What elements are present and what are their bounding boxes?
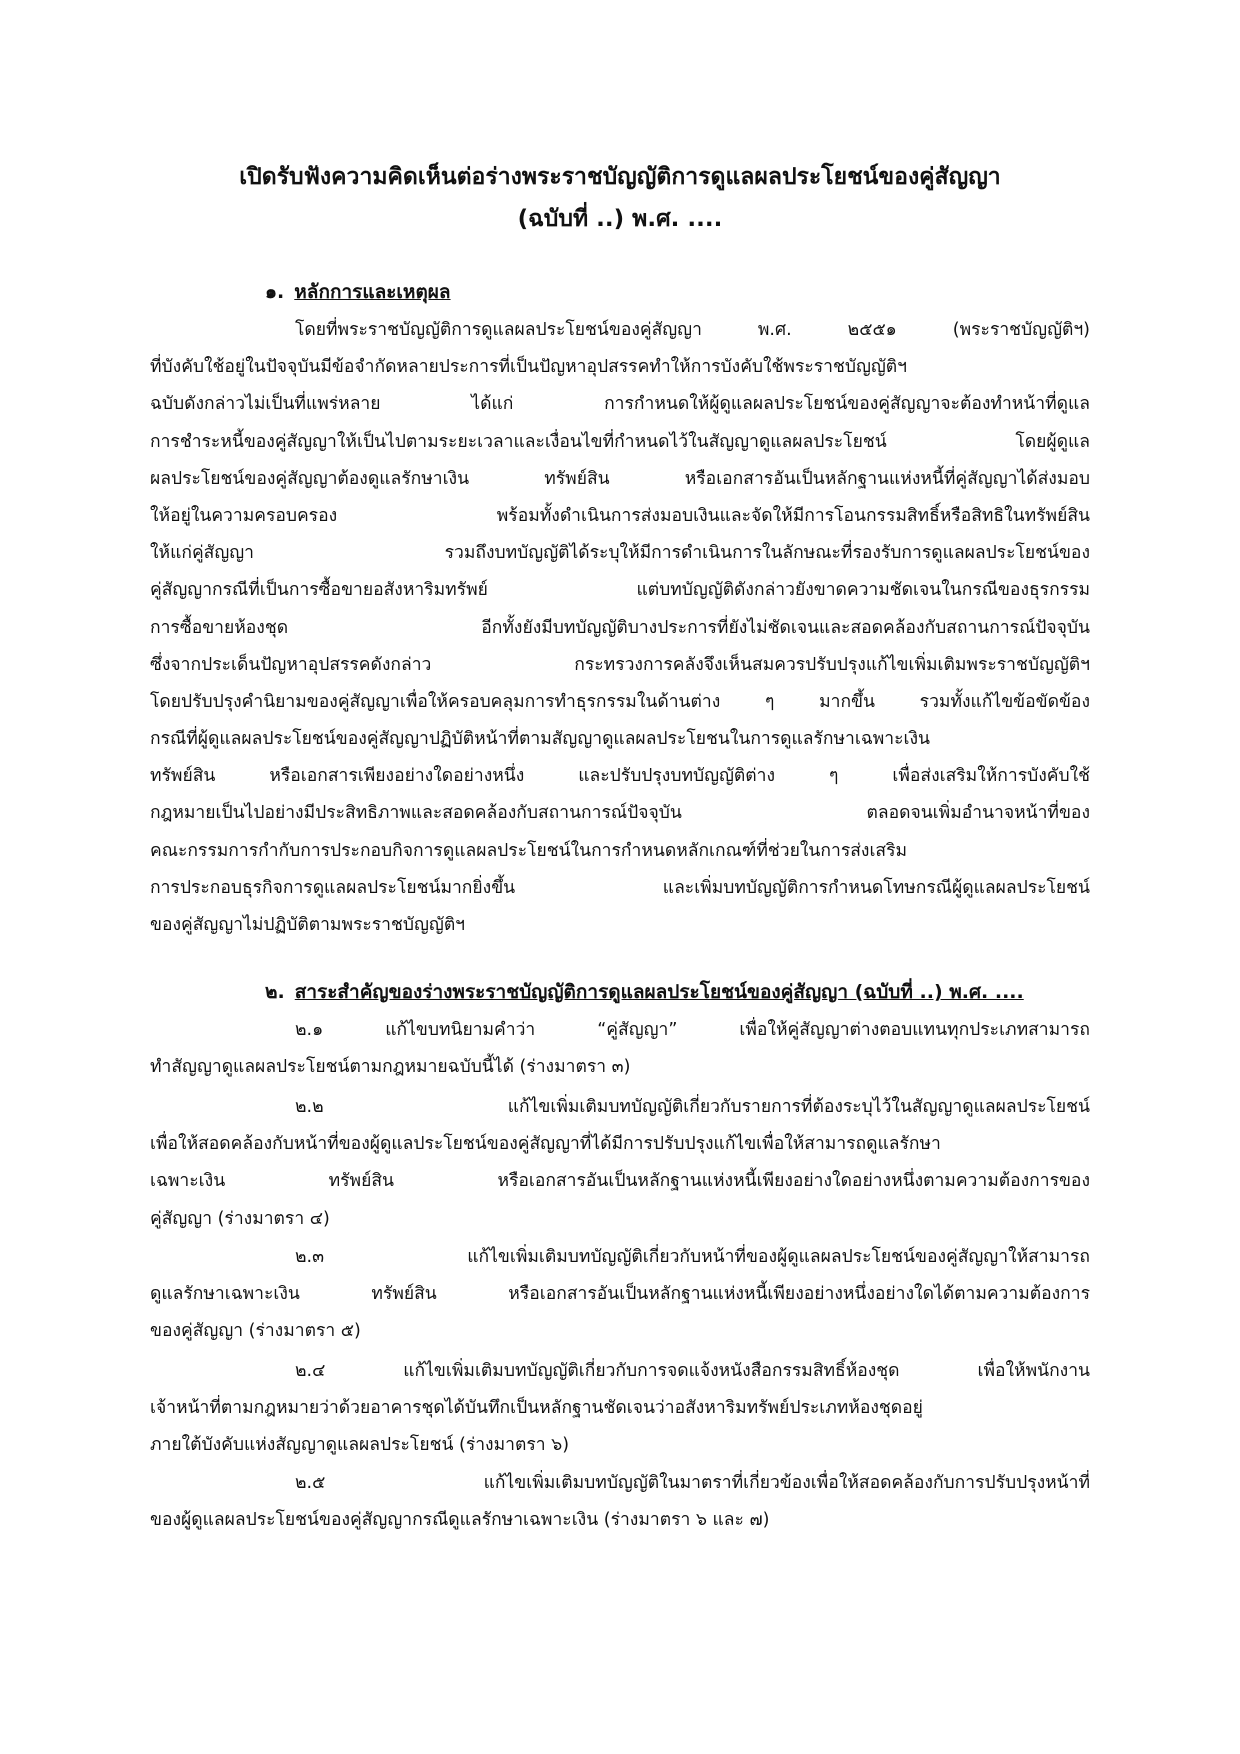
body-line: ซึ่งจากประเด็นปัญหาอุปสรรคดังกล่าว กระทรวงการคลังจึงเห็นสมควรปรับปรุงแก้ไขเพิ่มเติมพระราชบัญญัติฯ xyxy=(150,654,1090,675)
section-1-body xyxy=(150,312,1090,944)
body-line: กรณีที่ผู้ดูแลผลประโยชน์ของคู่สัญญาปฏิบัติหน้าที่ตามสัญญาดูแลผลประโยชนในการดูแลรักษาเฉพาะเงิน xyxy=(150,729,931,750)
body-line: โดยที่พระราชบัญญัติการดูแลผลประโยชน์ของคู่สัญญา พ.ศ. ๒๕๕๑ (พระราชบัญญัติฯ) xyxy=(295,320,1090,340)
body-line: ฉบับดังกล่าวไม่เป็นที่แพร่หลาย ได้แก่ การกำหนดให้ผู้ดูแลผลประโยชน์ของคู่สัญญาจะต้องทำหน้าที่ดูแล xyxy=(150,394,1090,415)
section-1-number: ๑. xyxy=(265,281,285,303)
body-line: ของคู่สัญญาไม่ปฏิบัติตามพระราชบัญญัติฯ xyxy=(150,915,466,935)
item-line: ดูแลรักษาเฉพาะเงิน ทรัพย์สิน หรือเอกสารอันเป็นหลักฐานแห่งหนี้เพียงอย่างหนึ่งอย่างใดได้ตามความต้องการ xyxy=(150,1284,1090,1305)
section-2-number: ๒. xyxy=(265,981,285,1003)
body-line: ผลประโยชน์ของคู่สัญญาต้องดูแลรักษาเงิน ทรัพย์สิน หรือเอกสารอันเป็นหลักฐานแห่งหนี้ที่คู่สัญญาได้ส่งมอบ xyxy=(150,468,1090,489)
body-line: คณะกรรมการกำกับการประกอบกิจการดูแลผลประโยชน์ในการกำหนดหลักเกณฑ์ที่ช่วยในการส่งเสริม xyxy=(150,840,908,861)
section-1-title: หลักการและเหตุผล xyxy=(294,281,451,303)
body-line: ที่บังคับใช้อยู่ในปัจจุบันมีข้อจำกัดหลายประการที่เป็นปัญหาอุปสรรคทำให้การบังคับใช้พระราชบัญญัติฯ xyxy=(150,357,907,378)
body-line: การประกอบธุรกิจการดูแลผลประโยชน์มากยิ่งขึ้น และเพิ่มบทบัญญัติการกำหนดโทษกรณีผู้ดูแลผลประโยชน์ xyxy=(150,877,1090,898)
section-2-title: สาระสำคัญของร่างพระราชบัญญัติการดูแลผลประโยชน์ของคู่สัญญา (ฉบับที่ ..) พ.ศ. .... xyxy=(294,981,1024,1003)
item-line: ของผู้ดูแลผลประโยชน์ของคู่สัญญากรณีดูแลรักษาเฉพาะเงิน (ร่างมาตรา ๖ และ ๗) xyxy=(150,1510,770,1531)
body-line: ให้แก่คู่สัญญา รวมถึงบทบัญญัติได้ระบุให้มีการดำเนินการในลักษณะที่รองรับการดูแลผลประโยชน์ของ xyxy=(150,543,1090,564)
body-line: การชำระหนี้ของคู่สัญญาให้เป็นไปตามระยะเวลาและเงื่อนไขที่กำหนดไว้ในสัญญาดูแลผลประโยชน์ โดยผู้ดูแล xyxy=(150,431,1090,452)
section-2-heading xyxy=(265,974,1024,1011)
item-line: ของคู่สัญญา (ร่างมาตรา ๕) xyxy=(150,1321,361,1342)
section-2-item-3 xyxy=(150,1239,1090,1351)
item-line: ๒.๒ แก้ไขเพิ่มเติมบทบัญญัติเกี่ยวกับรายการที่ต้องระบุไว้ในสัญญาดูแลผลประโยชน์ xyxy=(295,1097,1090,1117)
item-line: ภายใต้บังคับแห่งสัญญาดูแลผลประโยชน์ (ร่างมาตรา ๖) xyxy=(150,1435,570,1456)
item-line: ๒.๓ แก้ไขเพิ่มเติมบทบัญญัติเกี่ยวกับหน้าที่ของผู้ดูแลผลประโยชน์ของคู่สัญญาให้สามารถ xyxy=(295,1247,1090,1267)
body-line: โดยปรับปรุงคำนิยามของคู่สัญญาเพื่อให้ครอบคลุมการทำธุรกรรมในด้านต่าง ๆ มากขึ้น รวมทั้งแก้ไขข้อขัดข้อง xyxy=(150,691,1090,712)
item-line: เจ้าหน้าที่ตามกฎหมายว่าด้วยอาคารชุดได้บันทึกเป็นหลักฐานชัดเจนว่าอสังหาริมทรัพย์ประเภทห้องชุดอยู่ xyxy=(150,1398,923,1419)
section-2-item-5 xyxy=(150,1465,1090,1539)
item-line: เฉพาะเงิน ทรัพย์สิน หรือเอกสารอันเป็นหลักฐานแห่งหนี้เพียงอย่างใดอย่างหนึ่งตามความต้องการของ xyxy=(150,1171,1090,1192)
item-line: คู่สัญญา (ร่างมาตรา ๔) xyxy=(150,1208,330,1229)
item-line: ๒.๔ แก้ไขเพิ่มเติมบทบัญญัติเกี่ยวกับการจดแจ้งหนังสือกรรมสิทธิ์ห้องชุด เพื่อให้พนักงาน xyxy=(295,1361,1090,1381)
body-line: กฎหมายเป็นไปอย่างมีประสิทธิภาพและสอดคล้องกับสถานการณ์ปัจจุบัน ตลอดจนเพิ่มอำนาจหน้าที่ของ xyxy=(150,803,1090,824)
item-line: เพื่อให้สอดคล้องกับหน้าที่ของผู้ดูแลประโยชน์ของคู่สัญญาที่ได้มีการปรับปรุงแก้ไขเพื่อให้สามารถดูแลรักษา xyxy=(150,1134,941,1155)
section-1-heading xyxy=(265,274,451,311)
item-line: ๒.๕ แก้ไขเพิ่มเติมบทบัญญัติในมาตราที่เกี่ยวข้องเพื่อให้สอดคล้องกับการปรับปรุงหน้าที่ xyxy=(295,1473,1090,1493)
body-line: การซื้อขายห้องชุด อีกทั้งยังมีบทบัญญัติบางประการที่ยังไม่ชัดเจนและสอดคล้องกับสถานการณ์ปัจจุบัน xyxy=(150,617,1090,638)
section-2-item-1 xyxy=(150,1012,1090,1086)
body-line: ให้อยู่ในความครอบครอง พร้อมทั้งดำเนินการส่งมอบเงินและจัดให้มีการโอนกรรมสิทธิ์หรือสิทธิในทรัพย์สิน xyxy=(150,505,1090,526)
item-line: ทำสัญญาดูแลผลประโยชน์ตามกฎหมายฉบับนี้ได้ (ร่างมาตรา ๓) xyxy=(150,1057,631,1078)
body-line: ทรัพย์สิน หรือเอกสารเพียงอย่างใดอย่างหนึ่ง และปรับปรุงบทบัญญัติต่าง ๆ เพื่อส่งเสริมให้การบังคับใช้ xyxy=(150,766,1090,787)
body-line: คู่สัญญากรณีที่เป็นการซื้อขายอสังหาริมทรัพย์ แต่บทบัญญัติดังกล่าวยังขาดความชัดเจนในกรณีของธุรกรรม xyxy=(150,580,1090,601)
section-2-item-4 xyxy=(150,1353,1090,1465)
item-line: ๒.๑ แก้ไขบทนิยามคำว่า “คู่สัญญา” เพื่อให้คู่สัญญาต่างตอบแทนทุกประเภทสามารถ xyxy=(295,1020,1090,1040)
section-2-item-2 xyxy=(150,1089,1090,1238)
document-title: เปิดรับฟังความคิดเห็นต่อร่างพระราชบัญญัติการดูแลผลประโยชน์ของคู่สัญญา xyxy=(239,164,1001,190)
document-subtitle: (ฉบับที่ ..) พ.ศ. .... xyxy=(517,206,723,232)
